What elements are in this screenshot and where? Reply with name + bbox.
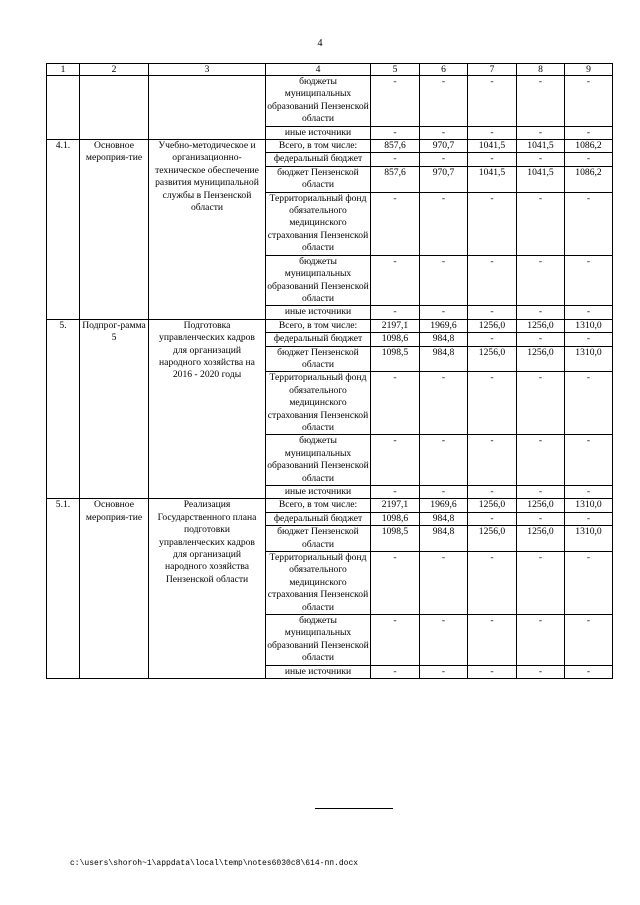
source-label: бюджеты муниципальных образований Пензенской области — [267, 435, 369, 484]
header-cell: 7 — [468, 64, 517, 76]
value-cell: - — [468, 512, 517, 525]
row-type: Подпрог-рамма 5 — [80, 319, 149, 499]
table-row — [47, 319, 613, 332]
value-cell: - — [371, 192, 420, 255]
value-cell: - — [565, 665, 613, 678]
value-cell: 1098,5 — [371, 346, 420, 372]
end-divider — [315, 808, 393, 809]
header-cell: 3 — [149, 64, 266, 76]
table-row — [47, 140, 613, 153]
value-cell: - — [371, 372, 420, 435]
empty-cell — [149, 76, 266, 140]
source-label: федеральный бюджет — [266, 333, 371, 346]
source-label: иные источники — [266, 486, 371, 499]
value-cell: - — [468, 306, 517, 319]
value-cell: - — [371, 435, 420, 486]
value-cell: - — [371, 306, 420, 319]
source-label: бюджет Пензенской области — [266, 526, 371, 552]
page-number: 4 — [317, 38, 323, 49]
value-cell: - — [371, 615, 420, 666]
value-cell: - — [565, 435, 613, 486]
source-label: Всего, в том числе: — [266, 319, 371, 332]
value-cell: - — [517, 552, 565, 615]
value-cell: - — [468, 192, 517, 255]
value-cell: - — [371, 76, 420, 127]
row-name: Реализация Государственного плана подготовки управленческих кадров для организаций народного хозяйства Пензенской области — [149, 499, 266, 679]
value-cell: 984,8 — [420, 333, 468, 346]
value-cell: 1310,0 — [565, 319, 613, 332]
value-cell: 1256,0 — [517, 319, 565, 332]
header-cell: 1 — [47, 64, 80, 76]
header-cell: 2 — [80, 64, 149, 76]
value-cell: - — [468, 435, 517, 486]
value-cell: - — [565, 76, 613, 127]
value-cell: - — [517, 615, 565, 666]
value-cell: - — [565, 486, 613, 499]
value-cell: - — [420, 76, 468, 127]
row-number: 5. — [47, 319, 80, 499]
row-name: Подготовка управленческих кадров для организаций народного хозяйства на 2016 - 2020 годы — [149, 319, 266, 499]
source-label: Всего, в том числе: — [266, 140, 371, 153]
value-cell: 1098,6 — [371, 512, 420, 525]
source-label: Территориальный фонд обязательного медицинского страхования Пензенской области — [266, 192, 371, 255]
value-cell: 970,7 — [420, 166, 468, 192]
value-cell: - — [565, 512, 613, 525]
value-cell: 984,8 — [420, 346, 468, 372]
value-cell: - — [468, 486, 517, 499]
header-cell: 5 — [371, 64, 420, 76]
table-row — [47, 76, 613, 127]
value-cell: - — [468, 333, 517, 346]
value-cell: 1310,0 — [565, 499, 613, 512]
empty-cell — [47, 76, 80, 140]
value-cell: 2197,1 — [371, 499, 420, 512]
source-label: иные источники — [266, 665, 371, 678]
row-type: Основное мероприя-тие — [80, 140, 149, 320]
header-cell: 8 — [517, 64, 565, 76]
source-label: бюджет Пензенской области — [266, 166, 371, 192]
value-cell: 984,8 — [420, 512, 468, 525]
value-cell: - — [371, 126, 420, 139]
value-cell: - — [517, 153, 565, 166]
value-cell: - — [468, 153, 517, 166]
source-label: Территориальный фонд обязательного медицинского страхования Пензенской области — [266, 552, 371, 615]
value-cell: - — [565, 126, 613, 139]
footer-file-path: c:\users\shoroh~1\appdata\local\temp\notes6030c8\614-пп.docx — [70, 859, 359, 868]
value-cell: - — [420, 306, 468, 319]
table-row — [47, 499, 613, 512]
value-cell: 1256,0 — [468, 499, 517, 512]
value-cell: 1041,5 — [517, 166, 565, 192]
value-cell: - — [565, 192, 613, 255]
value-cell: - — [420, 372, 468, 435]
value-cell: 1086,2 — [565, 166, 613, 192]
value-cell: - — [420, 486, 468, 499]
header-cell: 6 — [420, 64, 468, 76]
value-cell: 1256,0 — [468, 346, 517, 372]
value-cell: - — [468, 615, 517, 666]
value-cell: 1041,5 — [468, 140, 517, 153]
value-cell: - — [371, 255, 420, 306]
row-name: Учебно-методическое и организационно-техническое обеспечение развития муниципальной службы в Пензенской области — [149, 140, 266, 320]
value-cell: 1041,5 — [517, 140, 565, 153]
value-cell: 984,8 — [420, 526, 468, 552]
value-cell: - — [468, 665, 517, 678]
value-cell: - — [565, 333, 613, 346]
value-cell: 1256,0 — [468, 526, 517, 552]
source-label: бюджеты муниципальных образований Пензенской области — [267, 76, 369, 125]
value-cell: - — [565, 153, 613, 166]
value-cell: 2197,1 — [371, 319, 420, 332]
value-cell: - — [517, 486, 565, 499]
row-number: 5.1. — [47, 499, 80, 679]
value-cell: - — [517, 665, 565, 678]
empty-cell — [80, 76, 149, 140]
value-cell: - — [371, 153, 420, 166]
value-cell: - — [371, 665, 420, 678]
row-type: Основное мероприя-тие — [80, 499, 149, 679]
value-cell: - — [565, 552, 613, 615]
value-cell: 1098,5 — [371, 526, 420, 552]
value-cell: 1256,0 — [517, 499, 565, 512]
source-label: бюджеты муниципальных образований Пензенской области — [267, 615, 369, 664]
value-cell: - — [517, 306, 565, 319]
value-cell: - — [565, 615, 613, 666]
header-cell: 4 — [266, 64, 371, 76]
value-cell: - — [420, 552, 468, 615]
source-label: Всего, в том числе: — [266, 499, 371, 512]
value-cell: - — [420, 153, 468, 166]
value-cell: - — [517, 333, 565, 346]
value-cell: 1086,2 — [565, 140, 613, 153]
value-cell: - — [371, 552, 420, 615]
value-cell: - — [565, 372, 613, 435]
value-cell: - — [517, 435, 565, 486]
value-cell: - — [468, 76, 517, 127]
value-cell: 1969,6 — [420, 319, 468, 332]
source-label: федеральный бюджет — [266, 512, 371, 525]
source-label: иные источники — [266, 126, 371, 139]
value-cell: 1041,5 — [468, 166, 517, 192]
source-label: бюджет Пензенской области — [266, 346, 371, 372]
value-cell: - — [420, 665, 468, 678]
header-cell: 9 — [565, 64, 613, 76]
value-cell: - — [468, 126, 517, 139]
value-cell: - — [468, 255, 517, 306]
value-cell: 1256,0 — [468, 319, 517, 332]
value-cell: 857,6 — [371, 140, 420, 153]
value-cell: 1310,0 — [565, 526, 613, 552]
source-label: иные источники — [266, 306, 371, 319]
value-cell: - — [565, 255, 613, 306]
value-cell: - — [420, 615, 468, 666]
value-cell: - — [468, 552, 517, 615]
value-cell: 1969,6 — [420, 499, 468, 512]
value-cell: 1256,0 — [517, 346, 565, 372]
value-cell: - — [517, 512, 565, 525]
value-cell: - — [517, 192, 565, 255]
value-cell: 1098,6 — [371, 333, 420, 346]
row-number: 4.1. — [47, 140, 80, 320]
source-label: Территориальный фонд обязательного медицинского страхования Пензенской области — [266, 372, 371, 435]
value-cell: 857,6 — [371, 166, 420, 192]
value-cell: - — [420, 435, 468, 486]
value-cell: - — [420, 126, 468, 139]
value-cell: - — [517, 255, 565, 306]
source-label: бюджеты муниципальных образований Пензенской области — [267, 255, 369, 304]
value-cell: - — [517, 126, 565, 139]
source-label: федеральный бюджет — [266, 153, 371, 166]
value-cell: - — [420, 255, 468, 306]
value-cell: - — [517, 372, 565, 435]
value-cell: 970,7 — [420, 140, 468, 153]
value-cell: - — [565, 306, 613, 319]
value-cell: 1310,0 — [565, 346, 613, 372]
value-cell: - — [420, 192, 468, 255]
value-cell: 1256,0 — [517, 526, 565, 552]
value-cell: - — [371, 486, 420, 499]
header-row — [47, 64, 613, 76]
value-cell: - — [517, 76, 565, 127]
financing-table — [46, 63, 613, 679]
value-cell: - — [468, 372, 517, 435]
